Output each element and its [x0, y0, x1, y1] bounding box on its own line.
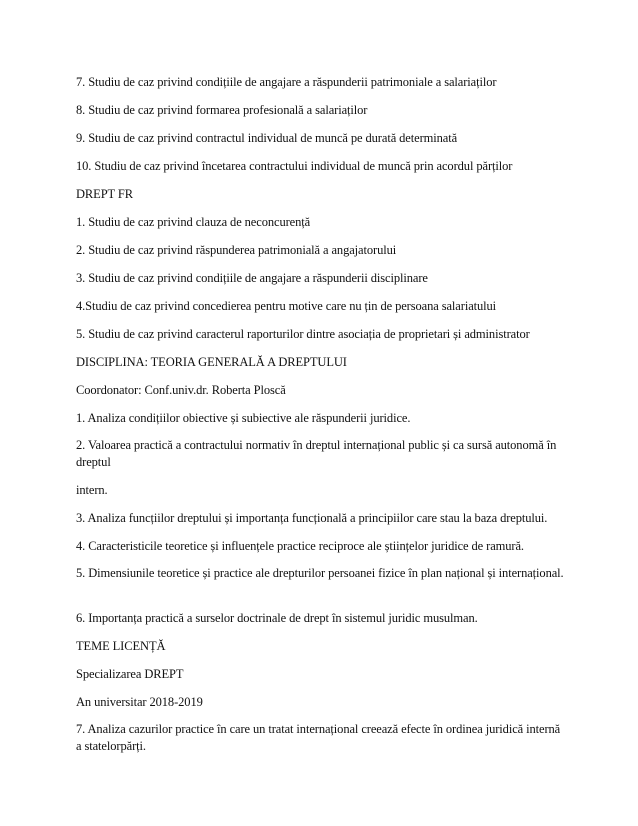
- text-line-2: 8. Studiu de caz privind formarea profesională a salariaților: [76, 103, 368, 117]
- specialization-line: Specializarea DREPT: [76, 667, 184, 681]
- text-line-9: 4.Studiu de caz privind concedierea pentru motive care nu țin de persoana salariatului: [76, 299, 497, 313]
- text-line-7: 2. Studiu de caz privind răspunderea patrimonială a angajatorului: [76, 243, 397, 257]
- text-line-18: 5. Dimensiunile teoretice și practice ale drepturilor persoanei fizice în plan național și internațional.: [76, 566, 564, 580]
- text-line-13: 1. Analiza condițiilor obiective și subiective ale răspunderii juridice.: [76, 411, 411, 425]
- text-line-14: 2. Valoarea practică a contractului normativ în dreptul internațional public și ca sursă autonomă în dreptul: [76, 438, 557, 469]
- text-line-6: 1. Studiu de caz privind clauza de neconcurență: [76, 215, 311, 229]
- academic-year-line: An universitar 2018-2019: [76, 695, 203, 709]
- text-line-3: 9. Studiu de caz privind contractul individual de muncă pe durată determinată: [76, 131, 458, 145]
- text-line-17: 4. Caracteristicile teoretice și influențele practice reciproce ale științelor juridice de ramură.: [76, 539, 524, 553]
- text-line-10: 5. Studiu de caz privind caracterul raporturilor dintre asociația de proprietari și administrator: [76, 327, 530, 341]
- text-line-23: 7. Analiza cazurilor practice în care un tratat internațional creează efecte în ordinea juridică internă a statelorpărți.: [76, 722, 561, 753]
- text-line-4: 10. Studiu de caz privind încetarea contractului individual de muncă prin acordul părților: [76, 159, 513, 173]
- section-heading-discipline: DISCIPLINA: TEORIA GENERALĂ A DREPTULUI: [76, 355, 347, 369]
- text-line-16: 3. Analiza funcțiilor dreptului și importanța funcțională a principiilor care stau la baza dreptului.: [76, 511, 548, 525]
- text-line-1: 7. Studiu de caz privind condițiile de angajare a răspunderii patrimoniale a salariaților: [76, 75, 497, 89]
- text-line-15: intern.: [76, 483, 108, 497]
- text-line-19: 6. Importanța practică a surselor doctrinale de drept în sistemul juridic musulman.: [76, 611, 478, 625]
- section-heading-drept-fr: DREPT FR: [76, 187, 133, 201]
- section-heading-teme-licenta: TEME LICENȚĂ: [76, 639, 166, 653]
- coordinator-line: Coordonator: Conf.univ.dr. Roberta Ploscă: [76, 383, 286, 397]
- text-line-8: 3. Studiu de caz privind condițiile de angajare a răspunderii disciplinare: [76, 271, 428, 285]
